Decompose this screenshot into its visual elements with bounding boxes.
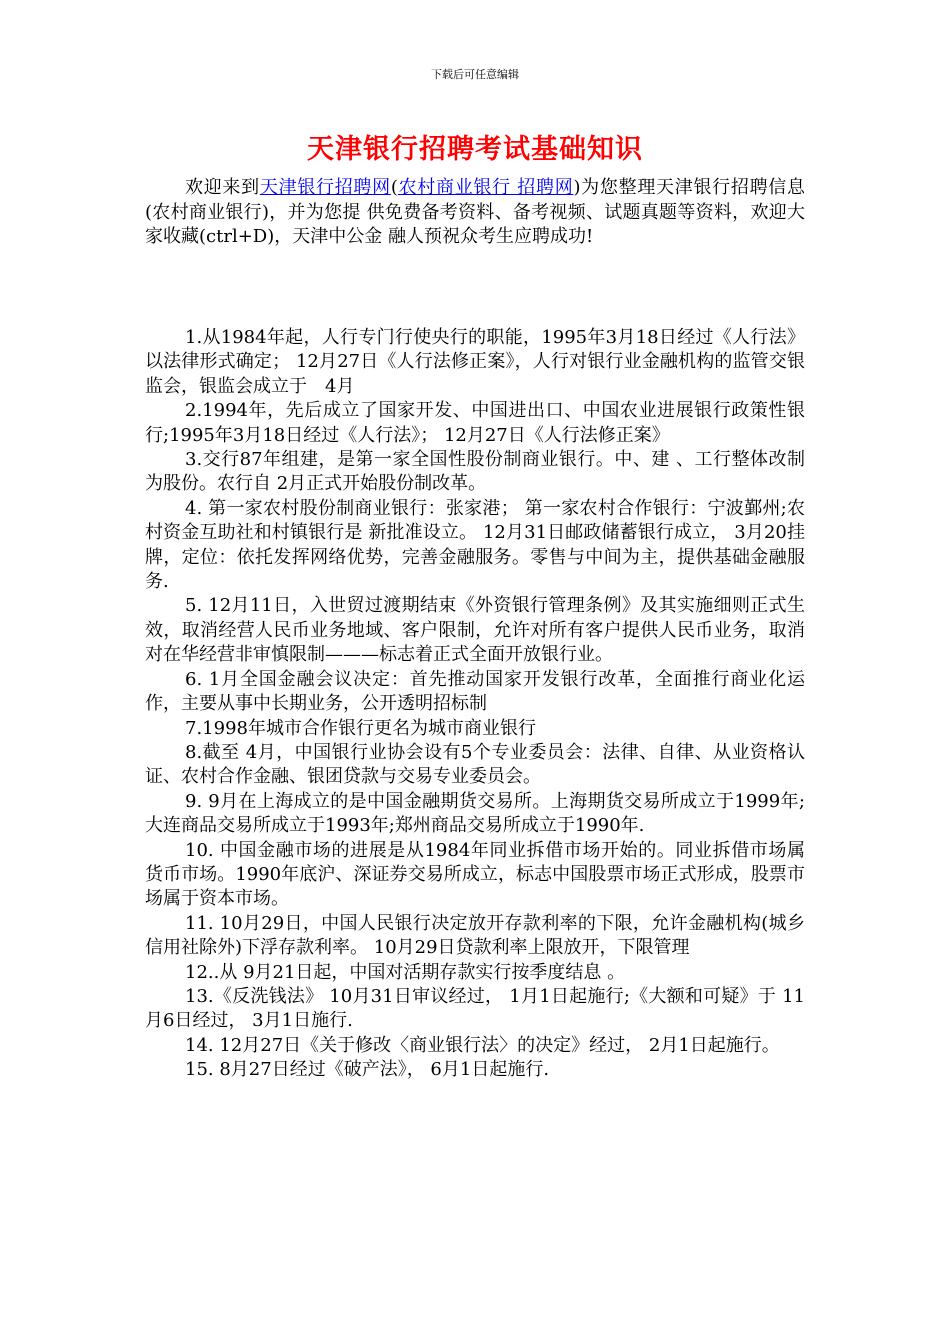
list-item: 2.1994年，先后成立了国家开发、中国进出口、中国农业进展银行政策性银行;1995年3月18日经过《人行法》； 12月27日《人行法修正案》 — [145, 400, 805, 446]
list-item: 1.从1984年起，人行专门行使央行的职能，1995年3月18日经过《人行法》以法律形式确定； 12月27日《人行法修正案》，人行对银行业金融机构的监管交银监会，银监会成立于 4月 — [145, 327, 805, 397]
list-item: 11. 10月29日，中国人民银行决定放开存款利率的下限，允许金融机构(城乡信用社除外)下浮存款利率。 10月29日贷款利率上限放开，下限管理 — [145, 912, 805, 959]
header-note: 下载后可任意编辑 — [431, 68, 519, 81]
intro-lead: 欢迎来到 — [185, 177, 260, 198]
list-item: 12..从 9月21日起，中国对活期存款实行按季度结息 。 — [185, 961, 626, 983]
list-item: 8.截至 4月，中国银行业协会设有5个专业委员会：法律、自律、从业资格认证、农村合作金融、银团贷款与交易专业委员会。 — [145, 741, 805, 788]
list-item: 13.《反洗钱法》 10月31日审议经过， 1月1日起施行;《大额和可疑》于 11月6日经过， 3月1日施行. — [145, 985, 805, 1032]
document-title: 天津银行招聘考试基础知识 — [307, 134, 643, 165]
list-item: 10. 中国金融市场的进展是从1984年同业拆借市场开始的。同业拆借市场属货币市场。1990年底沪、深证券交易所成立，标志中国股票市场正式形成，股票市场属于资本市场。 — [145, 839, 805, 910]
knowledge-list — [145, 326, 805, 1083]
list-item: 5. 12月11日，入世贸过渡期结束《外资银行管理条例》及其实施细则正式生效，取消经营人民币业务地域、客户限制，允许对所有客户提供人民币业务，取消对在华经营非审慎限制———标志着正式全面开放银行业。 — [145, 595, 805, 666]
link-tianjin-bank-recruit[interactable]: 天津银行招聘网 — [259, 177, 391, 198]
list-item: 6. 1月全国金融会议决定：首先推动国家开发银行改革，全面推行商业化运作，主要从事中长期业务，公开透明招标制 — [145, 668, 805, 715]
intro-paren-close: ) — [573, 177, 581, 198]
link-rural-commercial-bank-recruit[interactable]: 农村商业银行 招聘网 — [397, 177, 574, 198]
intro-rest: 为您整理天津银行招聘信息(农村商业银行)，并为您提 供免费备考资料、备考视频、试题真题等资料，欢迎大家收藏(ctrl+D)，天津中公金 融人预祝众考生应聘成功! — [145, 177, 806, 247]
list-item: 15. 8月27日经过《破产法》， 6月1日起施行. — [185, 1059, 550, 1081]
list-item: 4. 第一家农村股份制商业银行：张家港； 第一家农村合作银行：宁波鄞州;农村资金互助社和村镇银行是 新批准设立。 12月31日邮政储蓄银行成立， 3月20挂牌，定位：依托发挥网络优势，完善金融服务。零售与中间为主，提供基础金融服务. — [145, 497, 805, 593]
list-item: 9. 9月在上海成立的是中国金融期货交易所。上海期货交易所成立于1999年;大连商品交易所成立于1993年;郑州商品交易所成立于1990年. — [145, 790, 805, 837]
intro-paragraph — [145, 176, 805, 250]
list-item: 7.1998年城市合作银行更名为城市商业银行 — [185, 717, 536, 739]
intro-paren-open: ( — [390, 177, 398, 198]
list-item: 14. 12月27日《关于修改〈商业银行法〉的决定》经过， 2月1日起施行。 — [185, 1034, 780, 1056]
list-item: 3.交行87年组建，是第一家全国性股份制商业银行。中、建 、工行整体改制为股份。农行自 2月正式开始股份制改革。 — [145, 449, 805, 495]
